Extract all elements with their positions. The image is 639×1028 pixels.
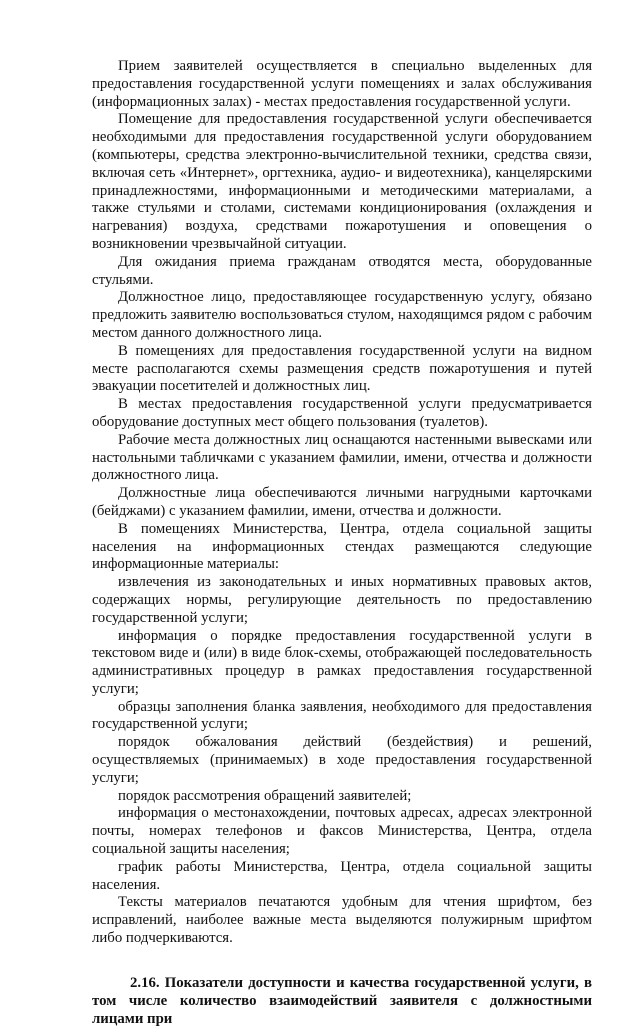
list-item-appeal-procedure: порядок обжалования действий (бездействия) и решений, осуществляемых (принимаемых) в ходе предоставления государственной услуги; <box>92 734 592 786</box>
paragraph-badges: Должностные лица обеспечиваются личными нагрудными карточками (бейджами) с указанием фамилии, имени, отчества и должности. <box>92 485 592 519</box>
paragraph-waiting-places: Для ожидания приема гражданам отводятся места, оборудованные стульями. <box>92 253 592 288</box>
paragraph-info-stands: В помещениях Министерства, Центра, отдела социальной защиты населения на информационных стендах размещаются следующие информационные материалы: <box>92 520 592 573</box>
list-item-review-procedure: порядок рассмотрения обращений заявителей; <box>118 787 412 804</box>
paragraph-toilets: В местах предоставления государственной услуги предусматривается оборудование доступных мест общего пользования (туалетов). <box>92 396 592 430</box>
paragraph-workplace-signs: Рабочие места должностных лиц оснащаются настенными вывесками или настольными табличками с указанием фамилии, имени, отчества и должности должностного лица. <box>92 431 592 484</box>
list-item-procedure-info: информация о порядке предоставления государственной услуги в текстовом виде и (или) в виде блок-схемы, отображающей последовательность административных процедур в рамках предоставления государственной услуги; <box>92 627 592 697</box>
list-item-contacts: информация о местонахождении, почтовых адресах, адресах электронной почты, номерах телефонов и факсов Министерства, Центра, отдела социальной защиты населения; <box>92 805 592 858</box>
list-item-schedule: график работы Министерства, Центра, отдела социальной защиты населения. <box>92 858 592 893</box>
section-heading: 2.16. Показатели доступности и качества государственной услуги, в том числе количество взаимодействий заявителя с должностными лицами при <box>92 974 592 1027</box>
paragraph-print-style: Тексты материалов печатаются удобным для чтения шрифтом, без исправлений, наиболее важные места выделяются полужирным шрифтом либо подчеркиваются. <box>92 894 592 947</box>
paragraph-official-chair: Должностное лицо, предоставляющее государственную услугу, обязано предложить заявителю воспользоваться стулом, находящимся рядом с рабочим местом данного должностного лица. <box>92 289 592 341</box>
list-item-legal-extracts: извлечения из законодательных и иных нормативных правовых актов, содержащих нормы, регулирующие деятельность по предоставлению государственной услуги; <box>92 574 592 626</box>
paragraph-reception: Прием заявителей осуществляется в специально выделенных для предоставления государственной услуги помещениях и залах обслуживания (информационных залах) - местах предоставления государственной услуги. <box>92 58 592 110</box>
document-page <box>92 58 592 1028</box>
paragraph-evacuation-schemes: В помещениях для предоставления государственной услуги на видном месте располагаются схемы размещения средств пожаротушения и путей эвакуации посетителей и должностных лиц. <box>92 342 592 395</box>
paragraph-equipment: Помещение для предоставления государственной услуги обеспечивается необходимыми для предоставления государственной услуги оборудованием (компьютеры, средства электронно-вычислительной техники, средства связи, включая сеть «Интернет», оргтехника, аудио- и видеотехника), канцелярскими принадлежностями, информационными и методическими материалами, а также стульями и столами, системами кондиционирования (охлаждения и нагревания) воздуха, средствами пожаротушения и оповещения о возникновении чрезвычайной ситуации. <box>92 111 592 252</box>
list-item-form-samples: образцы заполнения бланка заявления, необходимого для предоставления государственной услуги; <box>92 698 592 733</box>
